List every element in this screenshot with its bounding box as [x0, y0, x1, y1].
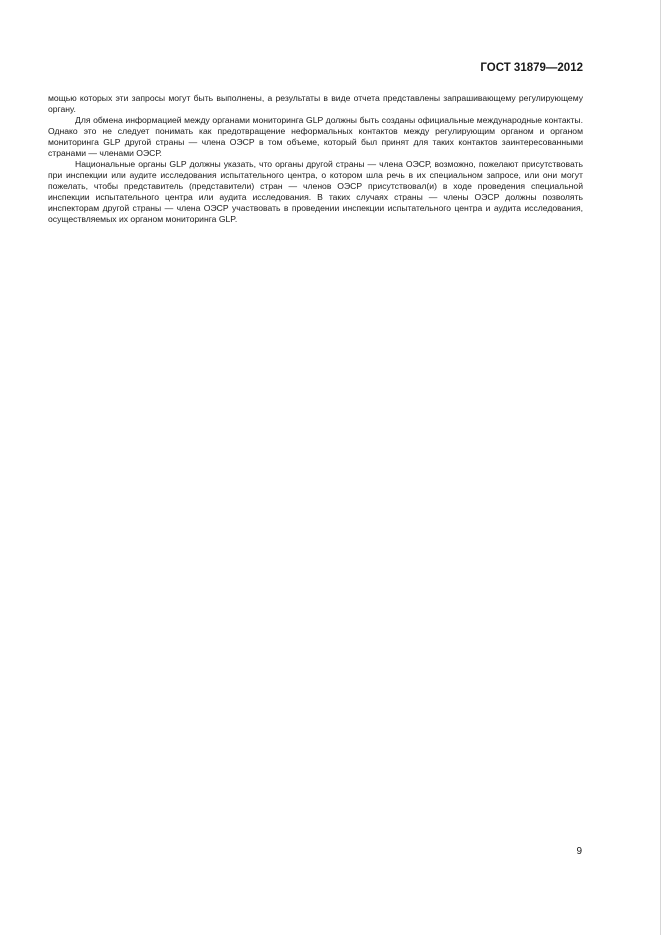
paragraph-continuation: мощью которых эти запросы могут быть выполнены, а результаты в виде отчета представлены запрашивающему регулирующему органу.	[48, 93, 583, 114]
paragraph-national-glp-authorities: Национальные органы GLP должны указать, что органы другой страны — члена ОЭСР, возможно, пожелают присутствовать при инспекции или аудите исследования испытательного центра, о котором шла речь в их специальном запросе, или они могут пожелать, чтобы представитель (представители) стран — членов ОЭСР присутствовал(и) в ходе проведения специальной инспекции испытательного центра или аудита исследования. В таких случаях страны — члены ОЭСР должны позволять инспекторам другой страны — члена ОЭСР участвовать в проведении инспекции испытательного центра и аудита исследования, осуществляемых их органом мониторинга GLP.	[48, 159, 583, 224]
paragraph-international-contacts: Для обмена информацией между органами мониторинга GLP должны быть созданы официальные международные контакты. Однако это не следует понимать как предотвращение неформальных контактов между регулирующим органом и органом мониторинга GLP другой страны — члена ОЭСР в том объеме, который был принят для таких контактов заинтересованными странами — членами ОЭСР.	[48, 115, 583, 158]
body-text	[48, 93, 583, 225]
page-number: 9	[576, 846, 582, 857]
standard-code-header: ГОСТ 31879—2012	[480, 62, 583, 74]
